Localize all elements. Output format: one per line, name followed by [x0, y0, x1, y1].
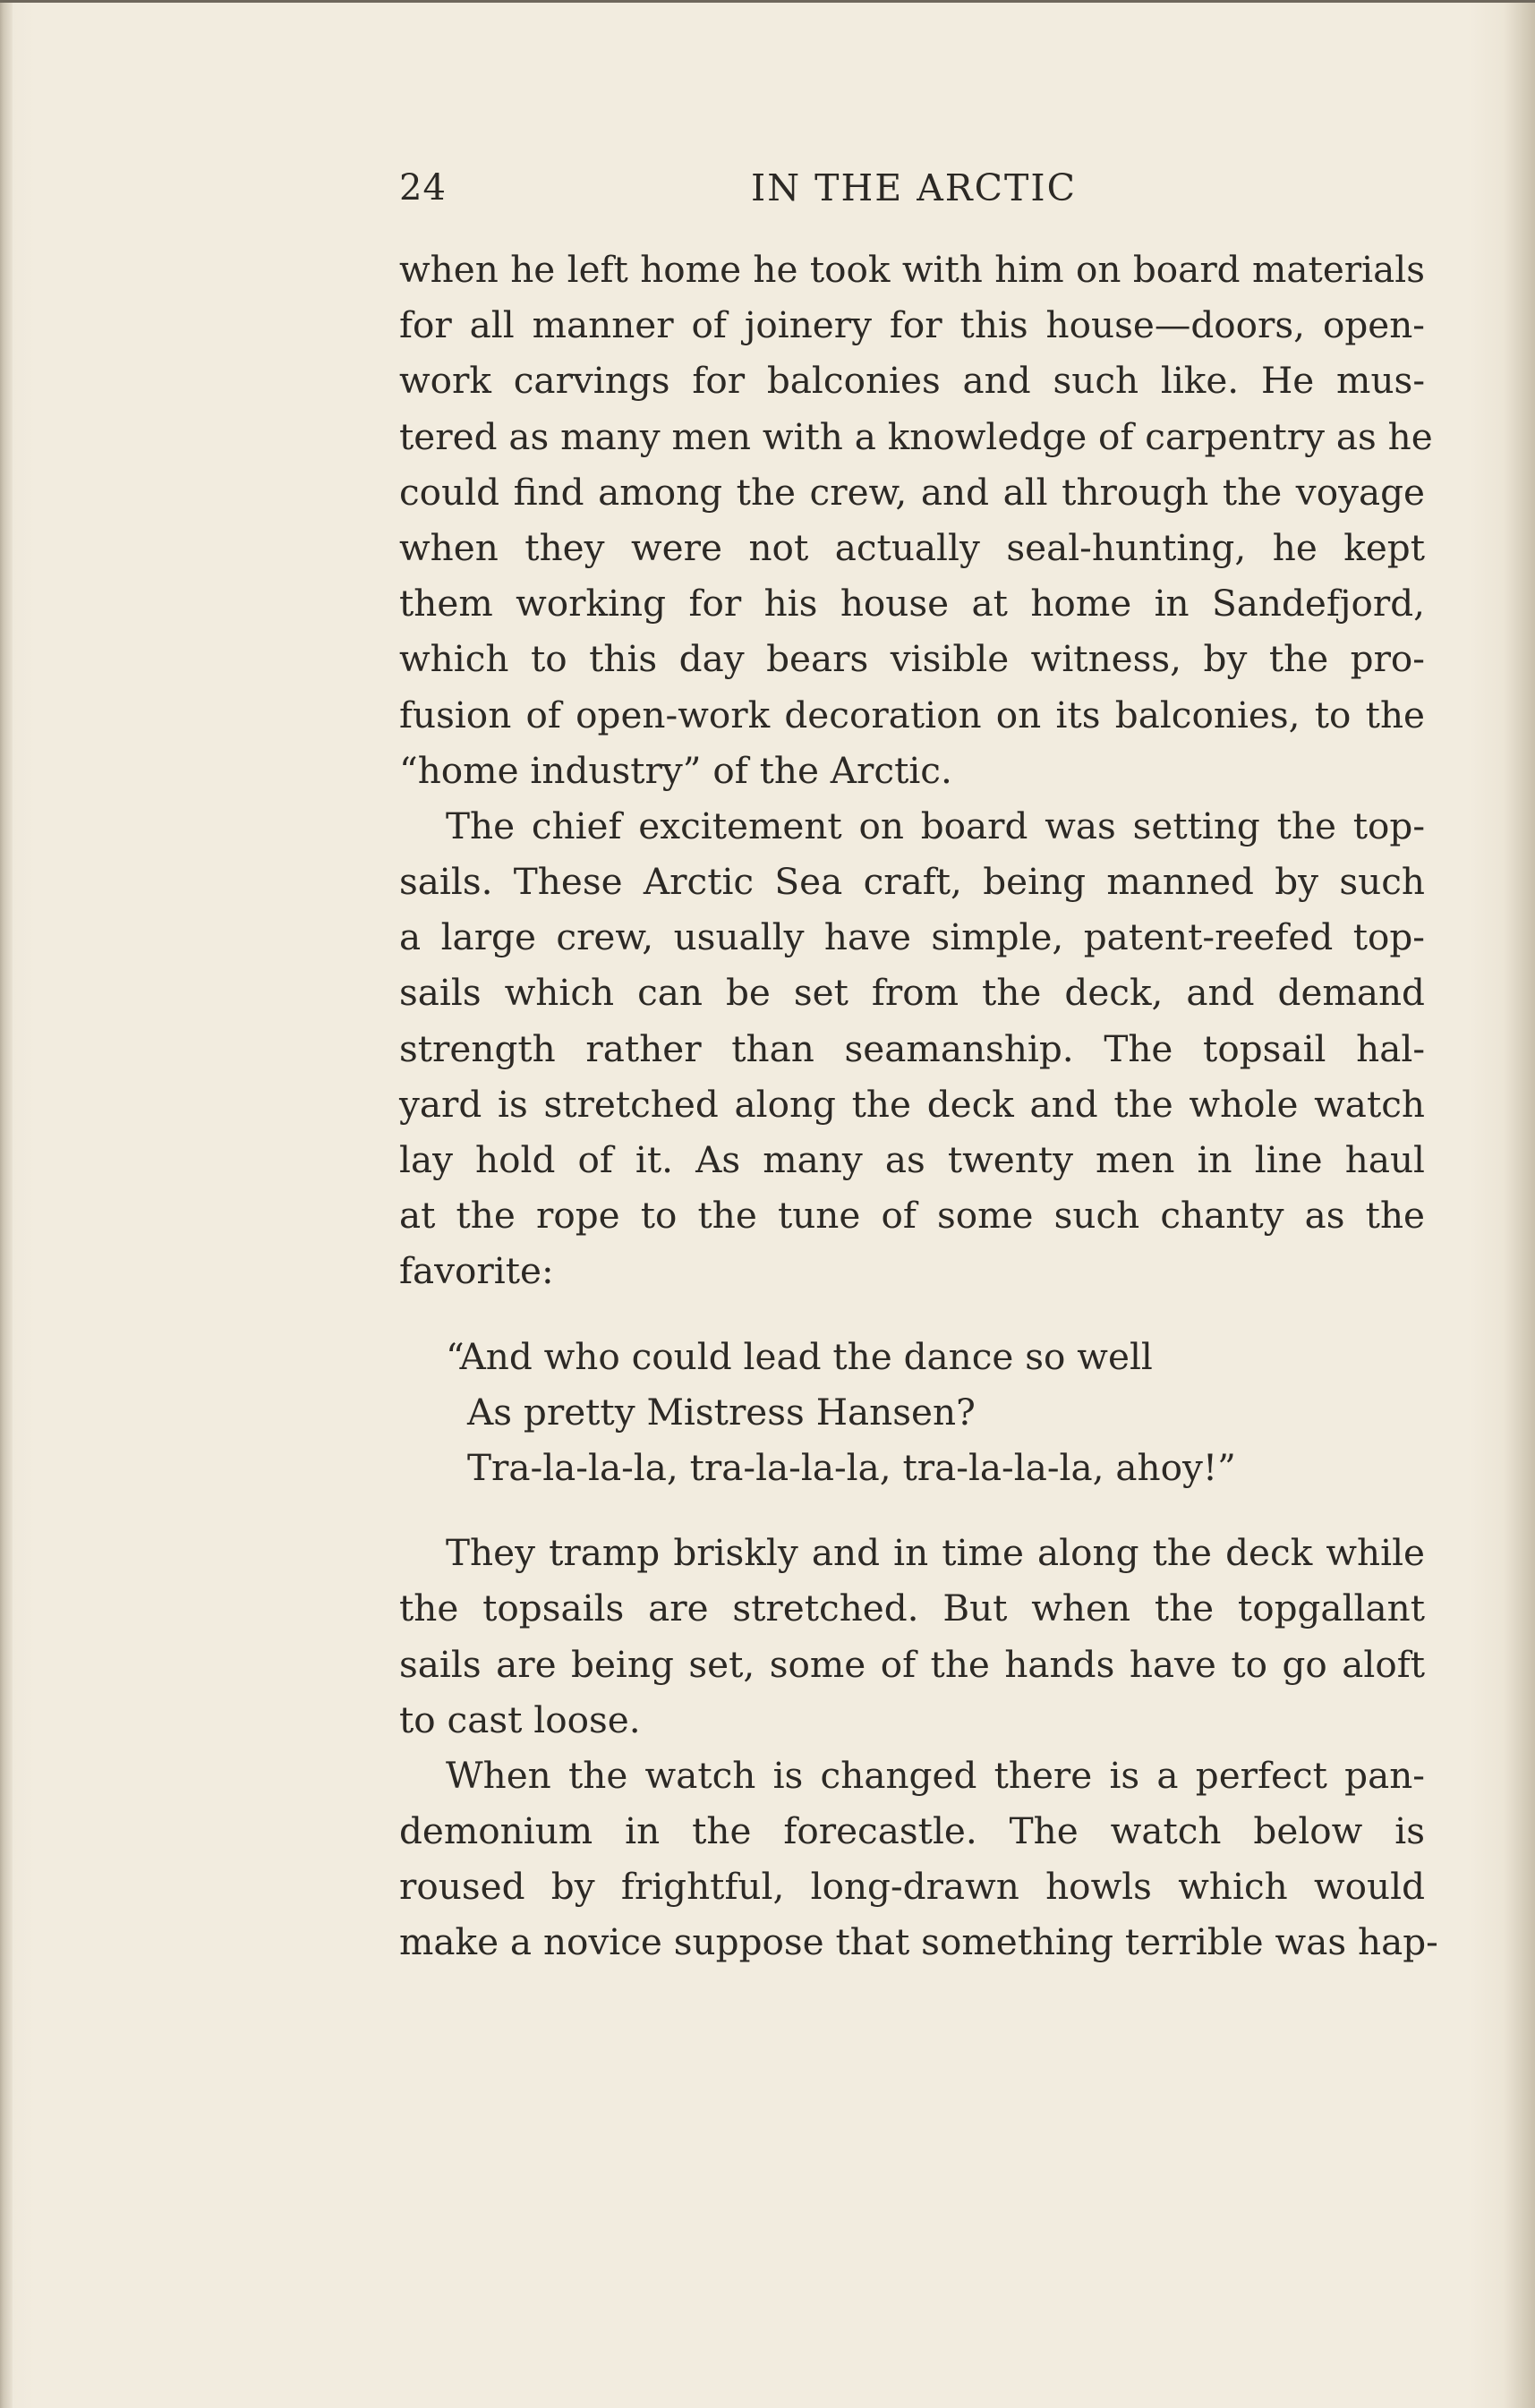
running-title: IN THE ARCTIC	[751, 166, 1077, 209]
text-line: fusion of open-work decoration on its balconies, to the	[399, 693, 1425, 736]
text-line: them working for his house at home in Sandefjord,	[399, 582, 1425, 625]
text-line: roused by frightful, long-drawn howls which would	[399, 1865, 1425, 1909]
paragraph	[399, 798, 1425, 1299]
text-line: favorite:	[399, 1249, 554, 1293]
body-text	[399, 242, 1438, 1970]
text-line: demonium in the forecastle. The watch below is	[399, 1809, 1425, 1853]
paragraph	[399, 1748, 1438, 1970]
paragraph	[399, 1525, 1425, 1748]
text-line: The chief excitement on board was setting the top-	[446, 804, 1425, 847]
text-line: They tramp briskly and in time along the deck while	[446, 1531, 1425, 1575]
verse-line: Tra-la-la-la, tra-la-la-la, tra-la-la-la, ahoy!”	[467, 1445, 1236, 1489]
paragraph	[399, 242, 1433, 798]
running-head	[399, 161, 1428, 215]
text-line: for all manner of joinery for this house—doors, open-	[399, 303, 1425, 347]
text-line: could find among the crew, and all through the voyage	[399, 470, 1425, 514]
text-line: strength rather than seamanship. The topsail hal-	[399, 1026, 1425, 1070]
text-line: “home industry” of the Arctic.	[399, 748, 952, 792]
text-line: sails which can be set from the deck, and demand	[399, 971, 1425, 1015]
text-line: when he left home he took with him on board materials	[399, 248, 1425, 291]
text-line: at the rope to the tune of some such chanty as the	[399, 1194, 1425, 1238]
text-line: make a novice suppose that something terrible was hap-	[399, 1920, 1438, 1964]
text-line: which to this day bears visible witness, by the pro-	[399, 637, 1425, 681]
page-gutter-shadow	[0, 0, 13, 2408]
text-line: when they were not actually seal-hunting, he kept	[399, 525, 1425, 569]
text-line: When the watch is changed there is a perfect pan-	[446, 1753, 1425, 1797]
text-line: sails. These Arctic Sea craft, being manned by such	[399, 860, 1425, 904]
text-line: sails are being set, some of the hands have to go aloft	[399, 1642, 1425, 1686]
page-top-edge	[0, 0, 1535, 3]
text-line: tered as many men with a knowledge of carpentry as he	[399, 414, 1433, 458]
verse-line: As pretty Mistress Hansen?	[467, 1390, 976, 1434]
text-line: lay hold of it. As many as twenty men in line haul	[399, 1138, 1425, 1181]
text-line: work carvings for balconies and such like. He mus-	[399, 359, 1425, 403]
text-line: a large crew, usually have simple, patent-reefed top-	[399, 915, 1425, 959]
text-line: yard is stretched along the deck and the whole watch	[399, 1082, 1425, 1126]
verse-line: “And who could lead the dance so well	[446, 1334, 1153, 1378]
text-line: to cast loose.	[399, 1698, 641, 1741]
verse-block	[399, 1329, 1425, 1496]
page-number: 24	[399, 167, 447, 208]
text-line: the topsails are stretched. But when the topgallant	[399, 1587, 1425, 1630]
